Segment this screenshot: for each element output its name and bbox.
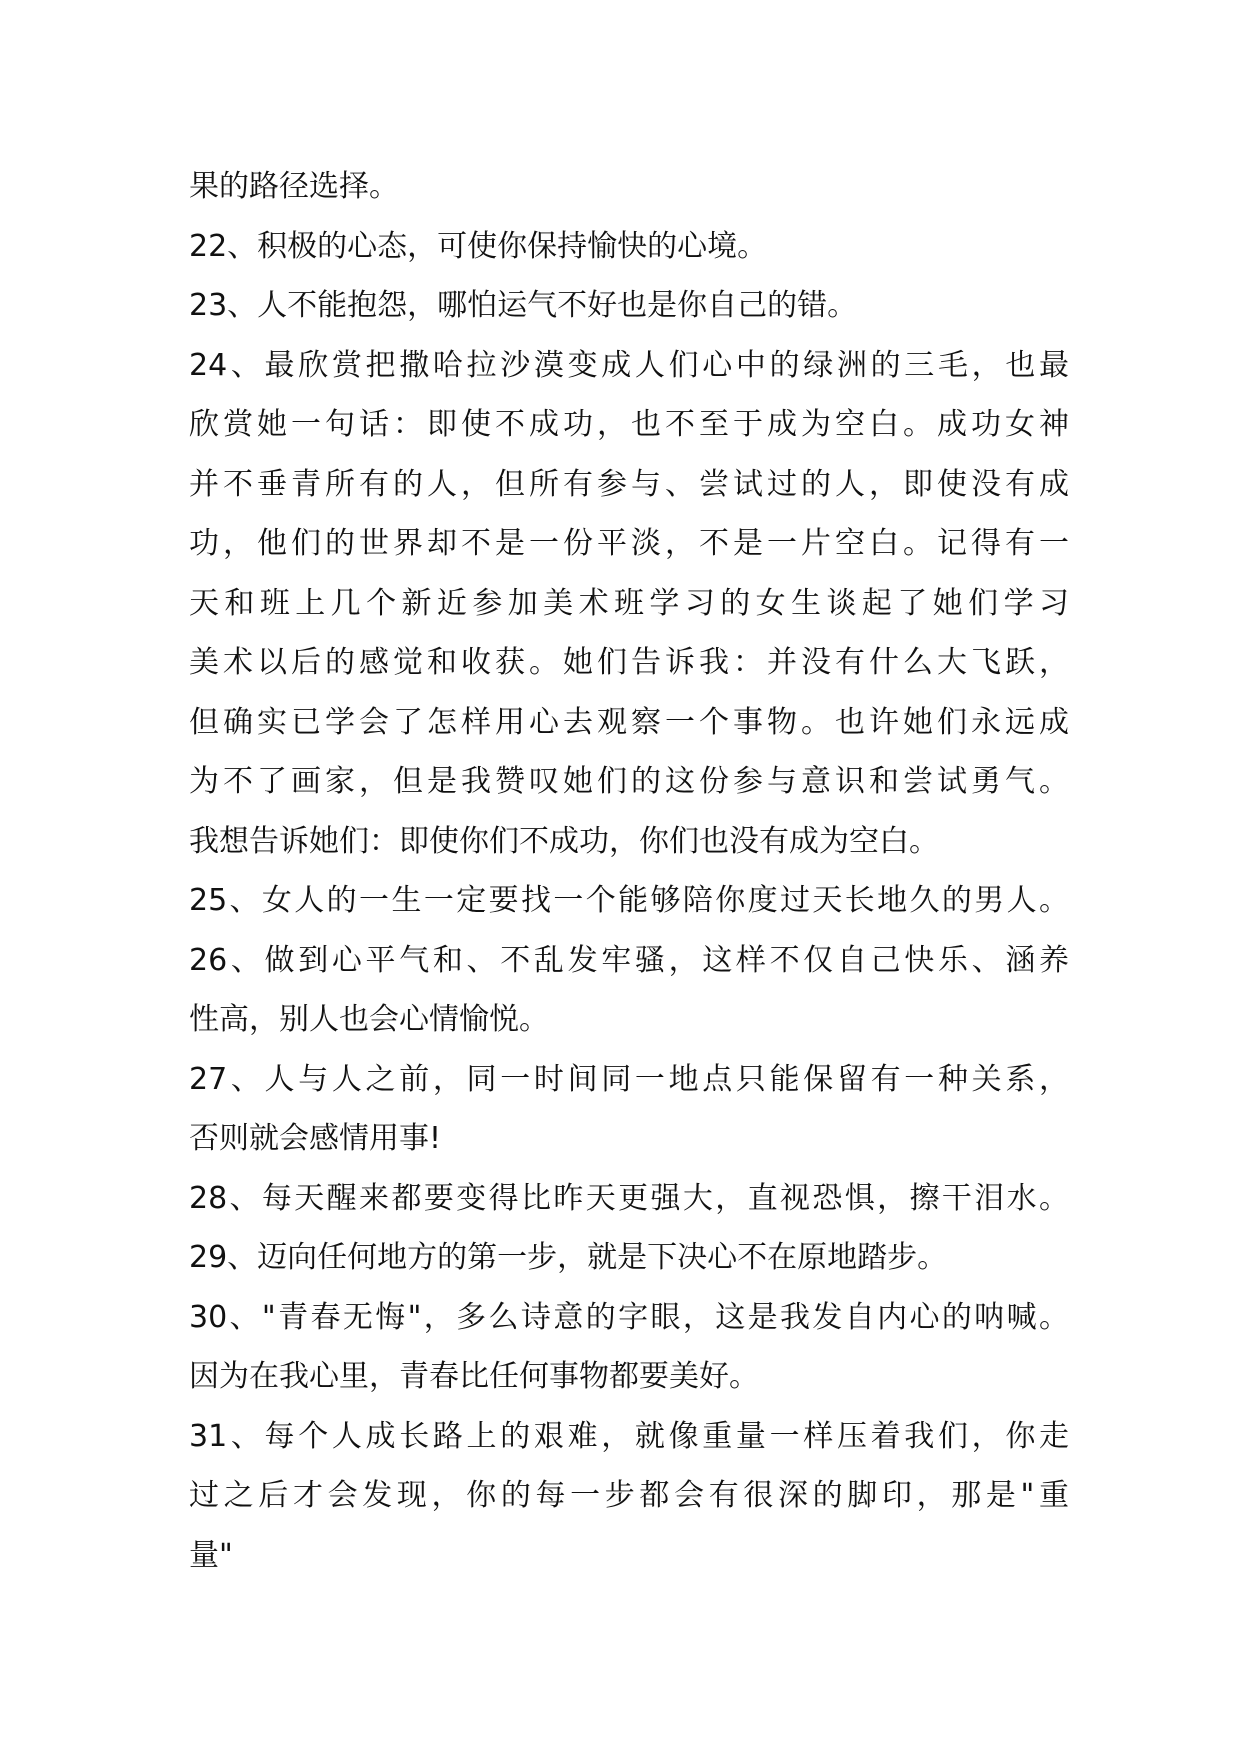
text-line: 24、最欣赏把撒哈拉沙漠变成人们心中的绿洲的三毛，也最 — [189, 347, 1069, 383]
text-line: 但确实已学会了怎样用心去观察一个事物。也许她们永远成 — [189, 704, 1069, 740]
text-line: 为不了画家，但是我赞叹她们的这份参与意识和尝试勇气。 — [189, 764, 1069, 799]
text-line: 并不垂青所有的人，但所有参与、尝试过的人，即使没有成 — [189, 466, 1069, 502]
text-line: 30、"青春无悔"，多么诗意的字眼，这是我发自内心的呐喊。 — [189, 1299, 1069, 1335]
text-line: 22、积极的心态，可使你保持愉快的心境。 — [189, 228, 768, 264]
text-line: 23、人不能抱怨，哪怕运气不好也是你自己的错。 — [189, 288, 858, 323]
text-line: 26、做到心平气和、不乱发牢骚，这样不仅自己快乐、涵养 — [189, 942, 1069, 978]
text-line: 量" — [189, 1537, 233, 1573]
text-line: 性高，别人也会心情愉悦。 — [189, 1002, 549, 1037]
text-line: 我想告诉她们：即使你们不成功，你们也没有成为空白。 — [189, 823, 939, 859]
text-line: 天和班上几个新近参加美术班学习的女生谈起了她们学习 — [189, 585, 1069, 621]
text-line: 过之后才会发现，你的每一步都会有很深的脚印，那是"重 — [189, 1478, 1069, 1513]
text-line: 果的路径选择。 — [189, 169, 399, 204]
text-line: 因为在我心里，青春比任何事物都要美好。 — [189, 1359, 759, 1394]
text-line: 欣赏她一句话：即使不成功，也不至于成为空白。成功女神 — [189, 407, 1069, 442]
text-line: 31、每个人成长路上的艰难，就像重量一样压着我们，你走 — [189, 1418, 1069, 1454]
text-line: 美术以后的感觉和收获。她们告诉我：并没有什么大飞跃， — [189, 645, 1069, 680]
text-line: 25、女人的一生一定要找一个能够陪你度过天长地久的男人。 — [189, 883, 1069, 918]
body-text — [189, 157, 1069, 1585]
text-line: 功，他们的世界却不是一份平淡，不是一片空白。记得有一 — [189, 526, 1069, 561]
text-line: 否则就会感情用事! — [189, 1121, 442, 1156]
text-line: 29、迈向任何地方的第一步，就是下决心不在原地踏步。 — [189, 1240, 948, 1275]
text-line: 27、人与人之前，同一时间同一地点只能保留有一种关系， — [189, 1061, 1069, 1097]
text-line: 28、每天醒来都要变得比昨天更强大，直视恐惧，擦干泪水。 — [189, 1180, 1069, 1216]
